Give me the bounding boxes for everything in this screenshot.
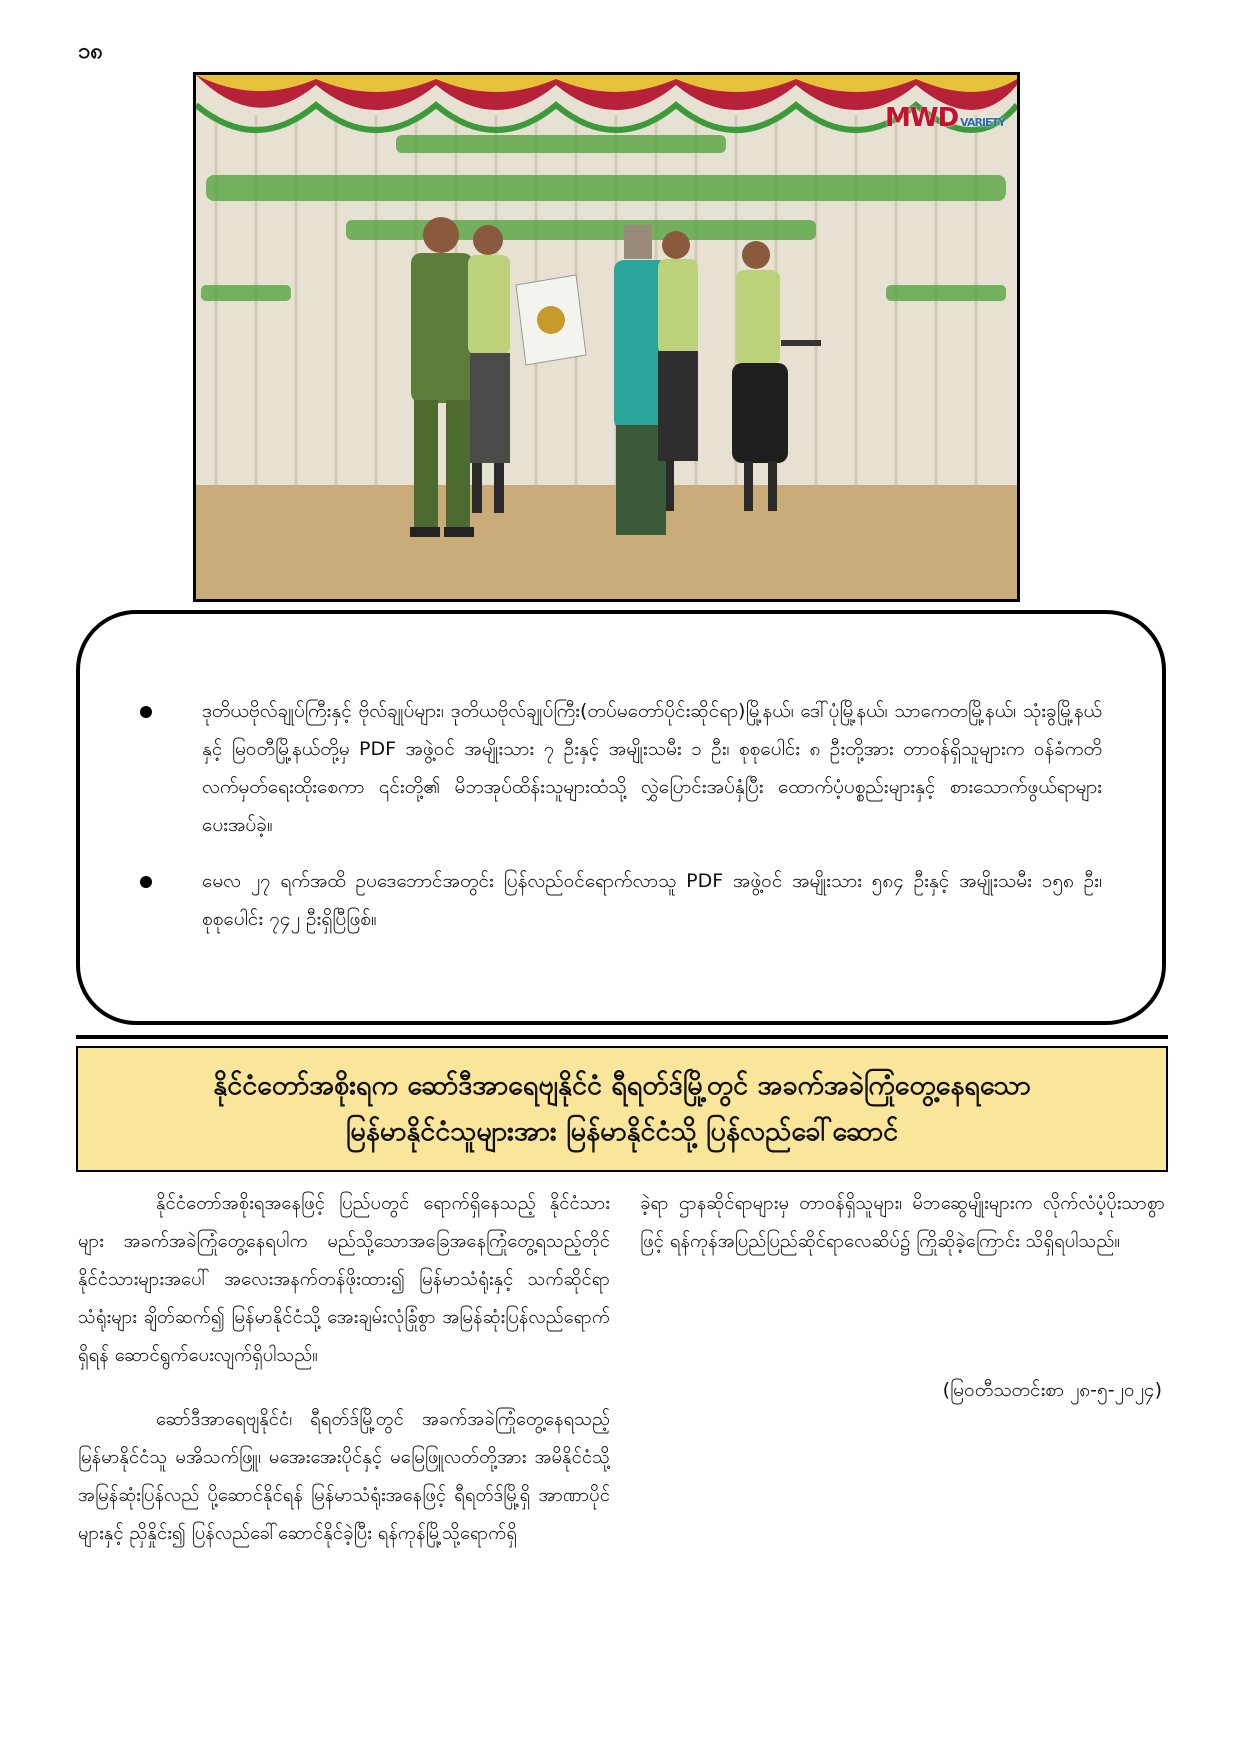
article-paragraph: ဆော်ဒီအာရေဗျနိုင်ငံ၊ ရီရတ်ဒ်မြို့တွင် အခက်အခဲကြုံတွေ့နေရသည့် မြန်မာနိုင်ငံသူ မအိသက်ဖြူ၊ မအေးအေးပိုင်နှင့် မမြေဖြူလတ်တို့အား အမိနိုင်ငံသို့ အမြန်ဆုံးပြန်လည် ပို့ဆောင်နိုင်ရန် မြန်မာသံရုံးအနေဖြင့် ရီရတ်ဒ်မြို့ရှိ အာဏာပိုင်များနှင့် ညှိနှိုင်း၍ ပြန်လည်ခေါ်ဆောင်နိုင်ခဲ့ပြီး ရန်ကုန်မြို့သို့ရောက်ရှိ (78, 1409, 610, 1544)
bullet-icon (140, 876, 152, 888)
notes-list (140, 692, 1102, 938)
page-number: ၁၈ (78, 39, 103, 64)
event-photo (193, 72, 1020, 602)
article-headline (76, 1046, 1168, 1172)
watermark-sub: VARIETY (960, 116, 1005, 129)
note-text: မေလ ၂၇ ရက်အထိ ဥပဒေဘောင်အတွင်း ပြန်လည်ဝင်ရောက်လာသူ PDF အဖွဲ့ဝင် အမျိုးသား ၅၈၄ ဦးနှင့် အမျိုးသမီး ၁၅၈ ဦး၊ စုစုပေါင်း ၇၄၂ ဦးရှိပြီဖြစ်။ (202, 870, 1102, 930)
article-paragraph: နိုင်ငံတော်အစိုးရအနေဖြင့် ပြည်ပတွင် ရောက်ရှိနေသည့် နိုင်ငံသားများ အခက်အခဲကြုံတွေ့နေရပါက မည်သို့သောအခြေအနေကြုံတွေ့ရသည့်တိုင် နိုင်ငံသားများအပေါ် အလေးအနက်တန်ဖိုးထား၍ မြန်မာသံရုံးနှင့် သက်ဆိုင်ရာသံရုံးများ ချိတ်ဆက်၍ မြန်မာနိုင်ငံသို့ အေးချမ်းလုံခြုံစွာ အမြန်ဆုံးပြန်လည်ရောက်ရှိရန် ဆောင်ရွက်ပေးလျက်ရှိပါသည်။ (78, 1193, 610, 1366)
section-divider (76, 1035, 1168, 1039)
headline-line-2: မြန်မာနိုင်ငံသူများအား မြန်မာနိုင်ငံသို့ ပြန်လည်ခေါ်ဆောင် (345, 1116, 899, 1147)
note-text: ဒုတိယဗိုလ်ချုပ်ကြီးနှင့် ဗိုလ်ချုပ်များ၊ ဒုတိယဗိုလ်ချုပ်ကြီး(တပ်မတော်ပိုင်းဆိုင်ရာ)မြို့နယ်၊ ဒေါ်ပုံမြို့နယ်၊ သာကေတမြို့နယ်၊ သုံးခွမြို့နယ်နှင့် မြဝတီမြို့နယ်တို့မှ PDF အဖွဲ့ဝင် အမျိုးသား ၇ ဦးနှင့် အမျိုးသမီး ၁ ဦး၊ စုစုပေါင်း ၈ ဦးတို့အား တာဝန်ရှိသူများက ဝန်ခံကတိလက်မှတ်ရေးထိုးစေကာ ၎င်းတို့၏ မိဘအုပ်ထိန်းသူများထံသို့ လွှဲပြောင်းအပ်နှံပြီး ထောက်ပံ့ပစ္စည်းများနှင့် စားသောက်ဖွယ်ရာများ ပေးအပ်ခဲ့။ (202, 700, 1102, 836)
article-paragraph: ခဲ့ရာ ဌာနဆိုင်ရာများမှ တာဝန်ရှိသူများ၊ မိဘဆွေမျိုးများက လိုက်လံပံ့ပိုးသာစွာဖြင့် ရန်ကုန်အပြည်ပြည်ဆိုင်ရာလေဆိပ်၌ ကြိုဆိုခဲ့ကြောင်း သိရှိရပါသည်။ (640, 1193, 1165, 1252)
notes-box (76, 610, 1166, 1025)
article-column-left (78, 1185, 610, 1579)
article-column-right (640, 1185, 1165, 1287)
watermark-main: MWD (885, 103, 959, 133)
article-source: (မြဝတီသတင်းစာ ၂၈-၅-၂၀၂၄) (942, 1379, 1162, 1401)
note-item (140, 862, 1102, 938)
bullet-icon (140, 706, 152, 718)
ceremony-illustration (196, 75, 1017, 599)
headline-line-1: နိုင်ငံတော်အစိုးရက ဆော်ဒီအာရေဗျနိုင်ငံ ရီရတ်ဒ်မြို့တွင် အခက်အခဲကြုံတွေ့နေရသော (213, 1070, 1031, 1101)
channel-watermark (885, 103, 1005, 133)
note-item (140, 692, 1102, 844)
